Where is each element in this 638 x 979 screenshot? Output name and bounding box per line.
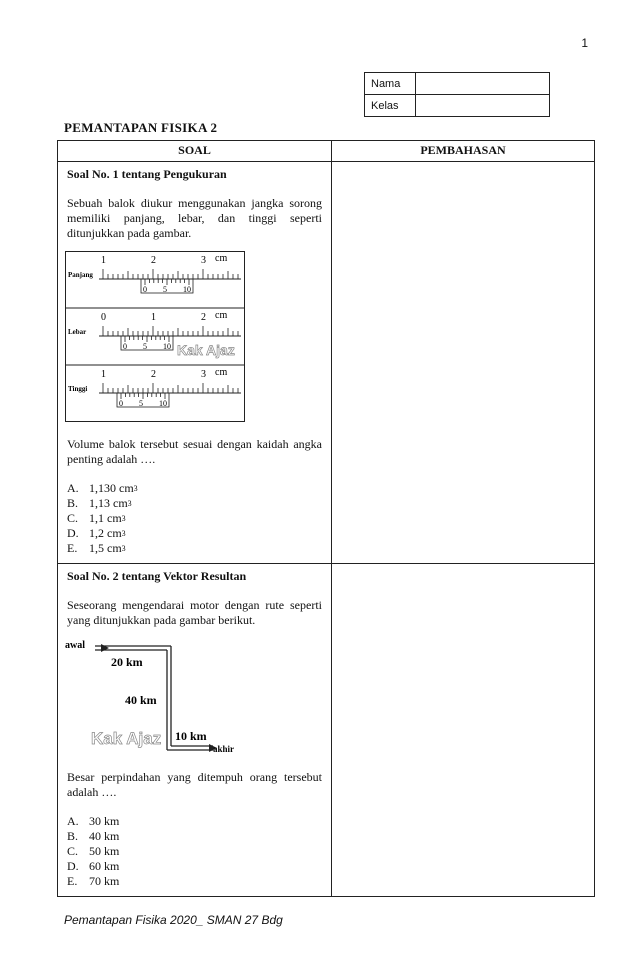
- class-label: Kelas: [365, 95, 416, 117]
- q1-option: [67, 526, 322, 541]
- caliper-row-label: Lebar: [68, 328, 87, 336]
- main-scale-number: 1: [151, 312, 156, 323]
- watermark-logo: Kak Ajaz: [91, 729, 162, 748]
- question-2-prompt: Besar perpindahan yang ditempuh orang tersebut adalah ….: [67, 770, 322, 799]
- option-value: 1,1 cm: [89, 511, 122, 525]
- option-exponent: 3: [121, 544, 126, 553]
- question-1-heading: Soal No. 1 tentang Pengukuran: [67, 167, 227, 181]
- question-1-prompt: Volume balok tersebut sesuai dengan kaidah angka penting adalah ….: [67, 437, 322, 466]
- q2-option: [67, 859, 322, 874]
- main-scale-number: 1: [101, 369, 106, 380]
- option-letter: B.: [67, 829, 79, 843]
- route-seg3-label: 10 km: [175, 729, 207, 743]
- scale-unit: cm: [215, 310, 228, 321]
- answer-2-cell: [332, 564, 595, 897]
- option-value: 60 km: [89, 859, 120, 873]
- question-1-text: Sebuah balok diukur menggunakan jangka sorong memiliki panjang, lebar, dan tinggi seperti ditunjukkan pada gambar.: [67, 196, 322, 240]
- option-letter: C.: [67, 844, 79, 858]
- option-letter: C.: [67, 511, 79, 525]
- question-2-cell: [58, 564, 332, 897]
- option-value: 50 km: [89, 844, 120, 858]
- document-title: PEMANTAPAN FISIKA 2: [64, 120, 218, 135]
- page-number: 1: [581, 36, 588, 50]
- name-field: [416, 73, 550, 95]
- q1-option: [67, 541, 322, 556]
- column-header-pembahasan: PEMBAHASAN: [332, 141, 595, 162]
- identity-box: [364, 72, 550, 117]
- option-letter: A.: [67, 814, 79, 828]
- question-1-cell: [58, 162, 332, 564]
- q2-option: [67, 874, 322, 889]
- vernier-scale-number: 10: [183, 285, 191, 294]
- option-exponent: 3: [121, 514, 126, 523]
- question-2-text: Seseorang mengendarai motor dengan rute seperti yang ditunjukkan pada gambar berikut.: [67, 598, 322, 627]
- q2-option: [67, 829, 322, 844]
- main-scale-number: 3: [201, 255, 206, 266]
- caliper-row-label: Panjang: [68, 271, 93, 279]
- vernier-scale-number: 10: [159, 399, 167, 408]
- route-end-label: akhir: [213, 744, 235, 754]
- option-value: 1,13 cm: [89, 496, 128, 510]
- main-scale-number: 2: [201, 312, 206, 323]
- vernier-scale-number: 10: [163, 342, 171, 351]
- vernier-scale-number: 0: [123, 342, 127, 351]
- q1-option: [67, 511, 322, 526]
- q1-option: [67, 496, 322, 511]
- option-value: 1,2 cm: [89, 526, 122, 540]
- vernier-scale-number: 5: [139, 399, 143, 408]
- main-scale-number: 0: [101, 312, 106, 323]
- option-letter: D.: [67, 526, 79, 540]
- vernier-scale-number: 5: [163, 285, 167, 294]
- vernier-scale-number: 5: [143, 342, 147, 351]
- main-scale-number: 2: [151, 369, 156, 380]
- caliper-row-label: Tinggi: [68, 385, 88, 393]
- route-figure: [63, 636, 263, 758]
- vernier-scale-number: 0: [119, 399, 123, 408]
- main-scale-number: 2: [151, 255, 156, 266]
- option-letter: D.: [67, 859, 79, 873]
- option-letter: E.: [67, 874, 78, 888]
- option-letter: A.: [67, 481, 79, 495]
- q2-option: [67, 844, 322, 859]
- question-table: [57, 140, 595, 897]
- option-exponent: 3: [133, 484, 138, 493]
- footer-text: Pemantapan Fisika 2020_ SMAN 27 Bdg: [64, 913, 283, 927]
- question-1-options: [67, 481, 322, 556]
- class-field: [416, 95, 550, 117]
- vernier-caliper-figure: [65, 251, 245, 423]
- route-start-label: awal: [65, 640, 85, 651]
- option-value: 40 km: [89, 829, 120, 843]
- option-letter: E.: [67, 541, 78, 555]
- main-scale-number: 1: [101, 255, 106, 266]
- option-value: 1,5 cm: [89, 541, 122, 555]
- option-value: 70 km: [89, 874, 120, 888]
- option-value: 1,130 cm: [89, 481, 134, 495]
- question-2-heading: Soal No. 2 tentang Vektor Resultan: [67, 569, 247, 583]
- name-label: Nama: [365, 73, 416, 95]
- route-seg2-label: 40 km: [125, 693, 157, 707]
- option-exponent: 3: [121, 529, 126, 538]
- option-exponent: 3: [127, 499, 132, 508]
- main-scale-number: 3: [201, 369, 206, 380]
- column-header-soal: SOAL: [58, 141, 332, 162]
- answer-1-cell: [332, 162, 595, 564]
- scale-unit: cm: [215, 253, 228, 264]
- option-value: 30 km: [89, 814, 120, 828]
- vernier-scale-number: 0: [143, 285, 147, 294]
- route-seg1-label: 20 km: [111, 655, 143, 669]
- question-2-options: [67, 814, 322, 889]
- watermark-logo: Kak Ajaz: [177, 342, 235, 358]
- q1-option: [67, 481, 322, 496]
- q2-option: [67, 814, 322, 829]
- scale-unit: cm: [215, 367, 228, 378]
- option-letter: B.: [67, 496, 79, 510]
